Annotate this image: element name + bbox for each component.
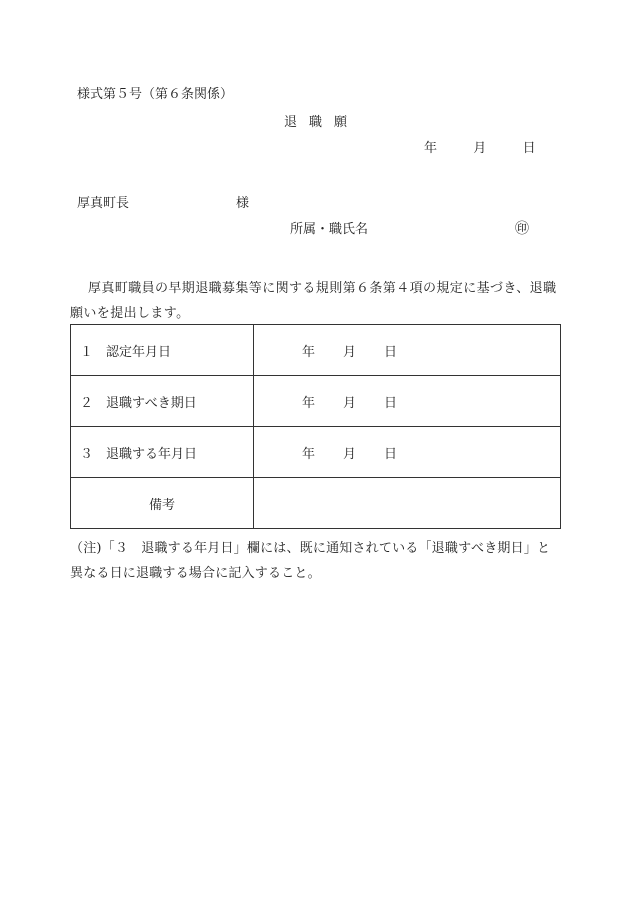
table-row	[71, 478, 561, 529]
month-label: 月	[343, 395, 357, 411]
row-value-certification-date[interactable]	[254, 325, 561, 376]
table-row	[71, 325, 561, 376]
day-label: 日	[384, 344, 398, 360]
document-title: 退職願	[284, 115, 360, 130]
form-table	[70, 324, 561, 529]
addressee-honorific: 様	[236, 196, 250, 211]
row-value-scheduled-retirement-date[interactable]	[254, 376, 561, 427]
table-row	[71, 427, 561, 478]
year-label: 年	[302, 344, 316, 360]
date-year-label: 年	[424, 141, 438, 156]
form-number: 様式第５号（第６条関係）	[77, 87, 234, 102]
row-label-remarks: 備考	[71, 478, 254, 529]
seal-mark: ㊞	[515, 221, 529, 237]
month-label: 月	[343, 446, 357, 462]
addressee-name: 厚真町長	[77, 196, 130, 211]
row-label-scheduled-retirement-date: ２ 退職すべき期日	[71, 376, 254, 427]
month-label: 月	[343, 344, 357, 360]
row-value-retirement-date[interactable]	[254, 427, 561, 478]
note-text: （注)「３ 退職する年月日」欄には、既に通知されている「退職すべき期日」と異なる日に退職する場合に記入すること。	[70, 541, 551, 581]
date-month-label: 月	[473, 141, 487, 156]
row-value-remarks[interactable]	[254, 478, 561, 529]
row-label-retirement-date: ３ 退職する年月日	[71, 427, 254, 478]
day-label: 日	[384, 446, 398, 462]
date-day-label: 日	[522, 141, 536, 156]
applicant-affiliation-label: 所属・職氏名	[290, 222, 369, 237]
body-text: 厚真町職員の早期退職募集等に関する規則第６条第４項の規定に基づき、退職願いを提出します。	[70, 281, 557, 321]
table-row	[71, 376, 561, 427]
date-line	[424, 142, 536, 155]
day-label: 日	[384, 395, 398, 411]
year-label: 年	[302, 446, 316, 462]
year-label: 年	[302, 395, 316, 411]
row-label-certification-date: １ 認定年月日	[71, 325, 254, 376]
